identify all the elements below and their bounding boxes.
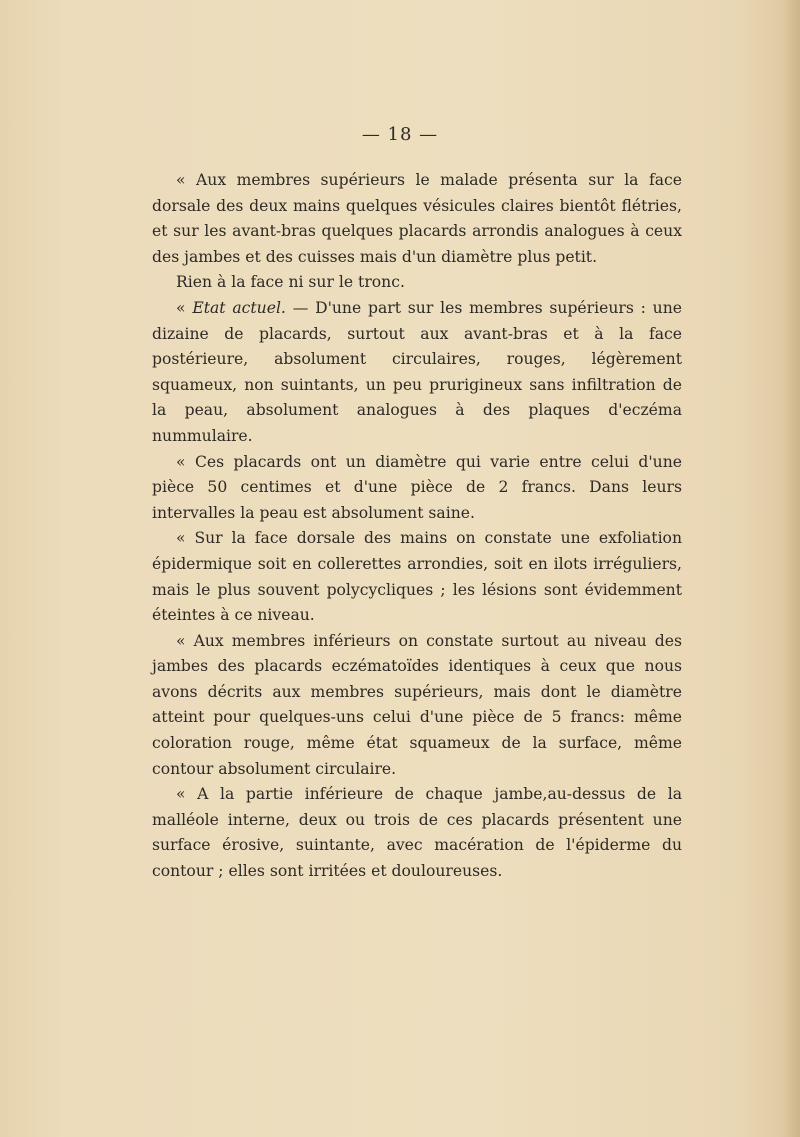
paragraph-hands: « Sur la face dorsale des mains on constate une exfoliation épidermique soit en collerettes arrondies, soit en ilots irréguliers, mais le plus souvent polycycliques ; les lésions sont évidemment éteintes à ce niveau. xyxy=(152,529,682,625)
paragraph-diameter: « Ces placards ont un diamètre qui varie entre celui d'une pièce 50 centimes et d'une pièce de 2 francs. Dans leurs intervalles la peau est absolument saine. xyxy=(152,452,682,522)
etat-actuel-opening: « xyxy=(176,298,193,317)
body-text xyxy=(152,168,682,885)
paragraph-malleolus: « A la partie inférieure de chaque jambe,au-dessus de la malléole interne, deux ou trois de ces placards présentent une surface érosive, suintante, avec macération de l'épiderme du contour ; elles sont irritées et douloureuses. xyxy=(152,785,682,881)
page-number: — 18 — xyxy=(361,124,439,145)
etat-actuel-heading: Etat actuel. xyxy=(192,298,286,317)
paragraph-etat-actuel xyxy=(152,296,682,450)
etat-actuel-text: — D'une part sur les membres supérieurs : une dizaine de placards, surtout aux avant-bras et à la face postérieure, absolument circulaires, rouges, légèrement squameux, non suintants, un peu prurigineux sans infiltration de la peau, absolument analogues à des plaques d'eczéma nummulaire. xyxy=(152,298,682,445)
paragraph-lower-limbs: « Aux membres inférieurs on constate surtout au niveau des jambes des placards eczématoïdes identiques à ceux que nous avons décrits aux membres supérieurs, mais dont le diamètre atteint pour quelques-uns celui d'une pièce de 5 francs: même coloration rouge, même état squameux de la surface, même contour absolument circulaire. xyxy=(152,631,682,778)
paragraph-face-trunk: Rien à la face ni sur le tronc. xyxy=(176,273,405,292)
paragraph-upper-limbs: « Aux membres supérieurs le malade présenta sur la face dorsale des deux mains quelques vésicules claires bientôt flétries, et sur les avant-bras quelques placards arrondis analogues à ceux des jambes et des cuisses mais d'un diamètre plus petit. xyxy=(152,171,682,266)
